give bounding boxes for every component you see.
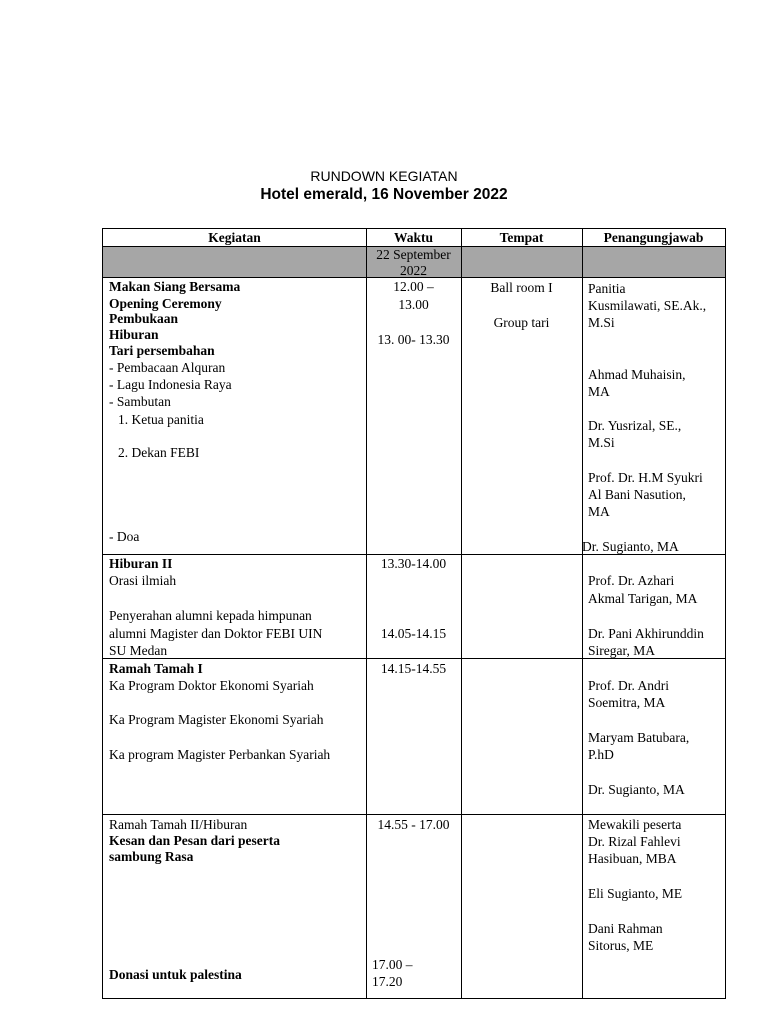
row3-pj-line: Dr. Sugianto, MA (588, 782, 685, 797)
row2-pj-line: Dr. Pani Akhirunddin (588, 626, 704, 641)
row1-pj-line: MA (588, 504, 610, 519)
row4-pj-line: Dani Rahman (588, 921, 663, 936)
row3-pj-line: P.hD (588, 747, 614, 762)
row4-kegiatan-line: Ramah Tamah II/Hiburan (109, 817, 248, 832)
row2-kegiatan-line: Hiburan II (109, 556, 173, 571)
row1-pj-line: Ahmad Muhaisin, (588, 367, 686, 382)
row4-pj-line: Hasibuan, MBA (588, 851, 677, 866)
row1-pj-line: Panitia (588, 281, 626, 296)
row2-pj-line: Akmal Tarigan, MA (588, 591, 698, 606)
row1-pj-line: Dr. Yusrizal, SE., (588, 418, 682, 433)
row4-kegiatan-line: sambung Rasa (109, 849, 194, 864)
row3-pj-line: Maryam Batubara, (588, 730, 690, 745)
row3-kegiatan-line: Ka program Magister Perbankan Syariah (109, 747, 331, 762)
row1-pj-line: M.Si (588, 315, 615, 330)
row2-pj-line: Prof. Dr. Azhari (588, 573, 675, 588)
row1-kegiatan-line: - Pembacaan Alquran (109, 360, 226, 375)
row4-pj-line: Mewakili peserta (588, 817, 682, 832)
document-subtitle: Hotel emerald, 16 November 2022 (260, 186, 508, 203)
header-waktu: Waktu (393, 230, 434, 245)
row4-waktu-line: 17.20 (372, 974, 403, 989)
row3-pj-line: Soemitra, MA (588, 695, 666, 710)
row4-waktu-line: 14.55 - 17.00 (377, 817, 450, 832)
col-divider-pj (582, 229, 583, 998)
row1-pj-line: Al Bani Nasution, (588, 487, 686, 502)
row1-waktu-line: 12.00 – (393, 279, 434, 294)
row1-kegiatan-line: - Doa (109, 529, 140, 544)
date-line-1: 22 September (376, 247, 451, 262)
row2-waktu-line: 14.05-14.15 (380, 626, 447, 641)
row3-kegiatan-line: Ka Program Doktor Ekonomi Syariah (109, 678, 314, 693)
row3-rule (103, 814, 725, 815)
row1-kegiatan-line: Pembukaan (109, 311, 179, 326)
row1-kegiatan-line: Tari persembahan (109, 343, 215, 358)
row1-kegiatan-line: 1. Ketua panitia (118, 412, 204, 427)
header-penangungjawab: Penangungjawab (603, 230, 704, 245)
row3-pj-line: Prof. Dr. Andri (588, 678, 669, 693)
row1-waktu-line: 13.00 (398, 297, 429, 312)
row4-waktu-line: 17.00 – (372, 957, 413, 972)
row1-pj-line: Kusmilawati, SE.Ak., (588, 298, 707, 313)
row1-kegiatan-line: Hiburan (109, 327, 159, 342)
row2-kegiatan-line: alumni Magister dan Doktor FEBI UIN (109, 626, 323, 641)
row1-pj-line: M.Si (588, 435, 615, 450)
row2-pj-line: Siregar, MA (588, 643, 655, 658)
row1-kegiatan-line: Opening Ceremony (109, 296, 222, 311)
row1-pj-line: Prof. Dr. H.M Syukri (588, 470, 703, 485)
row2-kegiatan-line: Orasi ilmiah (109, 573, 177, 588)
row1-pj-line: MA (588, 384, 610, 399)
rundown-table (102, 228, 726, 999)
row2-kegiatan-line: SU Medan (109, 643, 168, 658)
row2-waktu-line: 13.30-14.00 (380, 556, 447, 571)
row1-pj-line: Dr. Sugianto, MA (582, 539, 679, 554)
row4-pj-line: Dr. Rizal Fahlevi (588, 834, 681, 849)
row1-kegiatan-line: Makan Siang Bersama (109, 279, 241, 294)
row4-pj-line: Sitorus, ME (588, 938, 654, 953)
row1-tempat-line: Ball room I (490, 280, 553, 295)
row1-kegiatan-line: 2. Dekan FEBI (118, 445, 200, 460)
row3-kegiatan-line: Ka Program Magister Ekonomi Syariah (109, 712, 324, 727)
document-title: RUNDOWN KEGIATAN (310, 168, 458, 184)
date-line-2: 2022 (400, 263, 427, 278)
row1-kegiatan-line: - Lagu Indonesia Raya (109, 377, 232, 392)
row4-pj-line: Eli Sugianto, ME (588, 886, 683, 901)
row4-kegiatan-line: Kesan dan Pesan dari peserta (109, 833, 281, 848)
row3-kegiatan-line: Ramah Tamah I (109, 661, 203, 676)
header-tempat: Tempat (499, 230, 544, 245)
row1-waktu-line: 13. 00- 13.30 (377, 332, 450, 347)
row4-kegiatan-line: Donasi untuk palestina (109, 967, 242, 982)
row2-kegiatan-line: Penyerahan alumni kepada himpunan (109, 608, 312, 623)
row1-tempat-line: Group tari (493, 315, 550, 330)
col-divider-tempat (461, 229, 462, 998)
row3-waktu-line: 14.15-14.55 (380, 661, 447, 676)
row1-kegiatan-line: - Sambutan (109, 394, 171, 409)
header-kegiatan: Kegiatan (208, 230, 261, 245)
